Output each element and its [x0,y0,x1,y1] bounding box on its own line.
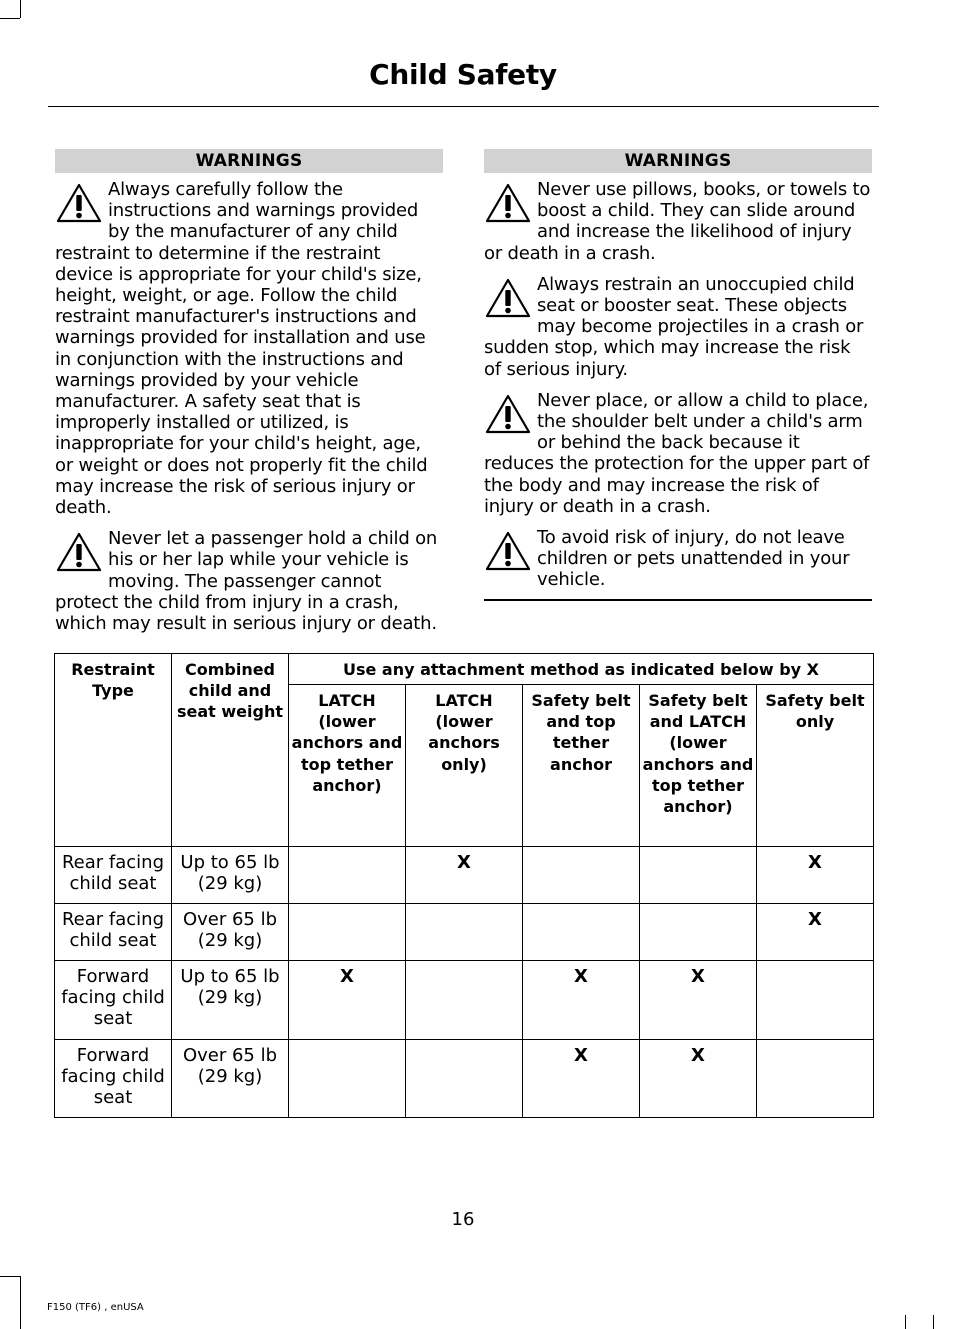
warning-text: Never let a passenger hold a child on his or her lap while your vehicle is moving. The passenger cannot protect the child from injury in a crash, which may result in serious injury or death. [55,528,438,635]
document-footer: F150 (TF6) , enUSA [47,1302,144,1313]
header-method: Safety belt and LATCH (lower anchors and top tether anchor) [640,685,757,847]
warning-triangle-icon [55,531,103,573]
method-mark-cell [523,847,640,904]
header-method: Safety belt and top tether anchor [523,685,640,847]
method-mark-cell [406,904,523,961]
method-mark-cell [406,961,523,1040]
header-method: LATCH (lower anchors only) [406,685,523,847]
header-attachment-group: Use any attachment method as indicated below by X [289,654,874,685]
method-mark-cell [289,1040,406,1118]
warning-text: Never place, or allow a child to place, the shoulder belt under a child's arm or behind the back because it reduces the protection for the upper part of the body and may increase the risk of injury or death in a crash. [484,389,870,517]
page-title: Child Safety [369,58,557,91]
method-mark-cell [640,904,757,961]
method-mark-cell [640,847,757,904]
warning-block [484,179,872,264]
restraint-type-cell: Forward facing child seat [55,1040,172,1118]
table-row [55,1040,874,1118]
header-restraint-type: Restraint Type [55,654,172,847]
method-mark-cell [757,961,874,1040]
warning-block [484,390,872,517]
table-row [55,847,874,904]
warning-block [55,528,443,634]
warning-text: Never use pillows, books, or towels to boost a child. They can slide around and increase the likelihood of injury or death in a crash. [484,179,871,264]
crop-mark [20,0,21,18]
method-mark-cell: X [640,961,757,1040]
method-mark-cell [406,1040,523,1118]
crop-mark [20,1276,21,1329]
warning-triangle-icon [484,182,532,224]
warning-text: Always carefully follow the instructions and warnings provided by the manufacturer of any child restraint to determine if the restraint device is appropriate for your child's size, height, weight, or age. Follow the child restraint manufacturer's instructions and warnings provided for installation and use in conjunction with the instructions and warnings provided by your vehicle manufacturer. A safety seat that is improperly installed or utilized, is inappropriate for your child's height, age, or weight or does not properly fit the child may increase the risk of serious injury or death. [55,179,428,519]
warnings-heading: WARNINGS [55,149,443,173]
method-mark-cell: X [523,1040,640,1118]
header-method: LATCH (lower anchors and top tether anchor) [289,685,406,847]
title-rule [48,106,879,107]
warning-triangle-icon [484,393,532,435]
warning-triangle-icon [484,277,532,319]
method-mark-cell [289,904,406,961]
method-mark-cell: X [289,961,406,1040]
table-row [55,961,874,1040]
left-warnings-column [55,149,443,634]
warning-triangle-icon [55,182,103,224]
method-mark-cell: X [757,847,874,904]
warnings-end-rule [484,599,872,601]
weight-cell: Over 65 lb (29 kg) [172,1040,289,1118]
method-mark-cell: X [523,961,640,1040]
weight-cell: Over 65 lb (29 kg) [172,904,289,961]
warning-text: Always restrain an unoccupied child seat or booster seat. These objects may become projectiles in a crash or sudden stop, which may increase the risk of serious injury. [484,273,864,380]
page-number: 16 [451,1209,475,1230]
warning-text: To avoid risk of injury, do not leave children or pets unattended in your vehicle. [537,527,850,591]
restraint-type-cell: Rear facing child seat [55,847,172,904]
header-weight: Combined child and seat weight [172,654,289,847]
restraint-type-cell: Forward facing child seat [55,961,172,1040]
crop-mark [0,1276,20,1277]
method-mark-cell [757,1040,874,1118]
header-method: Safety belt only [757,685,874,847]
crop-mark [905,1315,906,1329]
method-mark-cell [523,904,640,961]
method-mark-cell: X [406,847,523,904]
warning-block [55,179,443,518]
warning-block [484,527,872,591]
right-warnings-column [484,149,872,601]
restraint-type-cell: Rear facing child seat [55,904,172,961]
weight-cell: Up to 65 lb (29 kg) [172,961,289,1040]
crop-mark [933,1315,934,1329]
method-mark-cell: X [640,1040,757,1118]
method-mark-cell: X [757,904,874,961]
method-mark-cell [289,847,406,904]
table-row [55,904,874,961]
warnings-heading: WARNINGS [484,149,872,173]
crop-mark [0,18,20,19]
warning-triangle-icon [484,530,532,572]
warning-block [484,274,872,380]
attachment-method-table [54,653,874,1118]
weight-cell: Up to 65 lb (29 kg) [172,847,289,904]
